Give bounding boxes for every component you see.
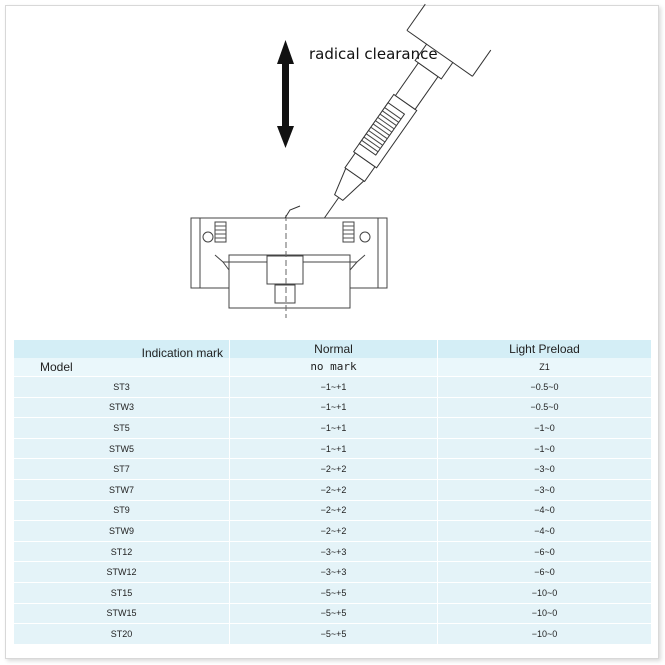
table-row — [14, 418, 652, 439]
normal-cell: −5~+5 — [230, 603, 438, 624]
model-cell: STW3 — [14, 397, 230, 418]
model-cell: STW5 — [14, 438, 230, 459]
table-row — [14, 562, 652, 583]
table-row — [14, 438, 652, 459]
normal-cell: −3~+3 — [230, 562, 438, 583]
model-label: Model — [40, 360, 73, 374]
light-preload-cell: −10~0 — [438, 624, 652, 645]
light-preload-cell: −10~0 — [438, 603, 652, 624]
normal-header-cell — [230, 340, 438, 377]
light-preload-cell: −3~0 — [438, 459, 652, 480]
light-preload-mark: Z1 — [438, 358, 651, 376]
model-cell: STW12 — [14, 562, 230, 583]
table-row — [14, 624, 652, 645]
light-preload-cell: −4~0 — [438, 521, 652, 542]
indication-mark-label: Indication mark — [141, 346, 223, 360]
normal-cell: −1~+1 — [230, 397, 438, 418]
table-row — [14, 459, 652, 480]
double-arrow-icon — [277, 40, 294, 148]
light-header-cell — [438, 340, 652, 377]
normal-mark: no mark — [230, 358, 437, 376]
model-cell: STW7 — [14, 479, 230, 500]
light-preload-cell: −6~0 — [438, 541, 652, 562]
light-preload-cell: −4~0 — [438, 500, 652, 521]
normal-cell: −1~+1 — [230, 438, 438, 459]
normal-cell: −2~+2 — [230, 459, 438, 480]
table-row — [14, 582, 652, 603]
model-cell: ST12 — [14, 541, 230, 562]
normal-cell: −1~+1 — [230, 418, 438, 439]
light-preload-header: Light Preload — [509, 342, 580, 356]
model-cell: ST15 — [14, 582, 230, 603]
normal-cell: −2~+2 — [230, 521, 438, 542]
dial-indicator — [290, 4, 490, 242]
light-preload-cell: −6~0 — [438, 562, 652, 583]
model-cell: ST9 — [14, 500, 230, 521]
normal-cell: −5~+5 — [230, 582, 438, 603]
table-row — [14, 521, 652, 542]
light-preload-cell: −1~0 — [438, 418, 652, 439]
table-row — [14, 377, 652, 398]
normal-header: Normal — [314, 342, 353, 356]
table-row — [14, 603, 652, 624]
light-preload-cell: −1~0 — [438, 438, 652, 459]
normal-cell: −1~+1 — [230, 377, 438, 398]
normal-cell: −3~+3 — [230, 541, 438, 562]
light-preload-cell: −0.5~0 — [438, 377, 652, 398]
table-row — [14, 541, 652, 562]
clearance-label: radical clearance — [309, 45, 438, 63]
model-cell: STW9 — [14, 521, 230, 542]
light-preload-cell: −10~0 — [438, 582, 652, 603]
model-cell: ST20 — [14, 624, 230, 645]
model-cell: STW15 — [14, 603, 230, 624]
table-row — [14, 479, 652, 500]
normal-cell: −5~+5 — [230, 624, 438, 645]
model-cell: ST5 — [14, 418, 230, 439]
model-cell: ST3 — [14, 377, 230, 398]
table-row — [14, 500, 652, 521]
light-preload-cell: −0.5~0 — [438, 397, 652, 418]
clearance-table — [13, 339, 652, 645]
model-cell: ST7 — [14, 459, 230, 480]
table-row — [14, 397, 652, 418]
table-header-row — [14, 340, 652, 377]
normal-cell: −2~+2 — [230, 479, 438, 500]
light-preload-cell: −3~0 — [438, 479, 652, 500]
normal-cell: −2~+2 — [230, 500, 438, 521]
corner-cell — [14, 340, 230, 377]
guide-block — [191, 206, 387, 318]
